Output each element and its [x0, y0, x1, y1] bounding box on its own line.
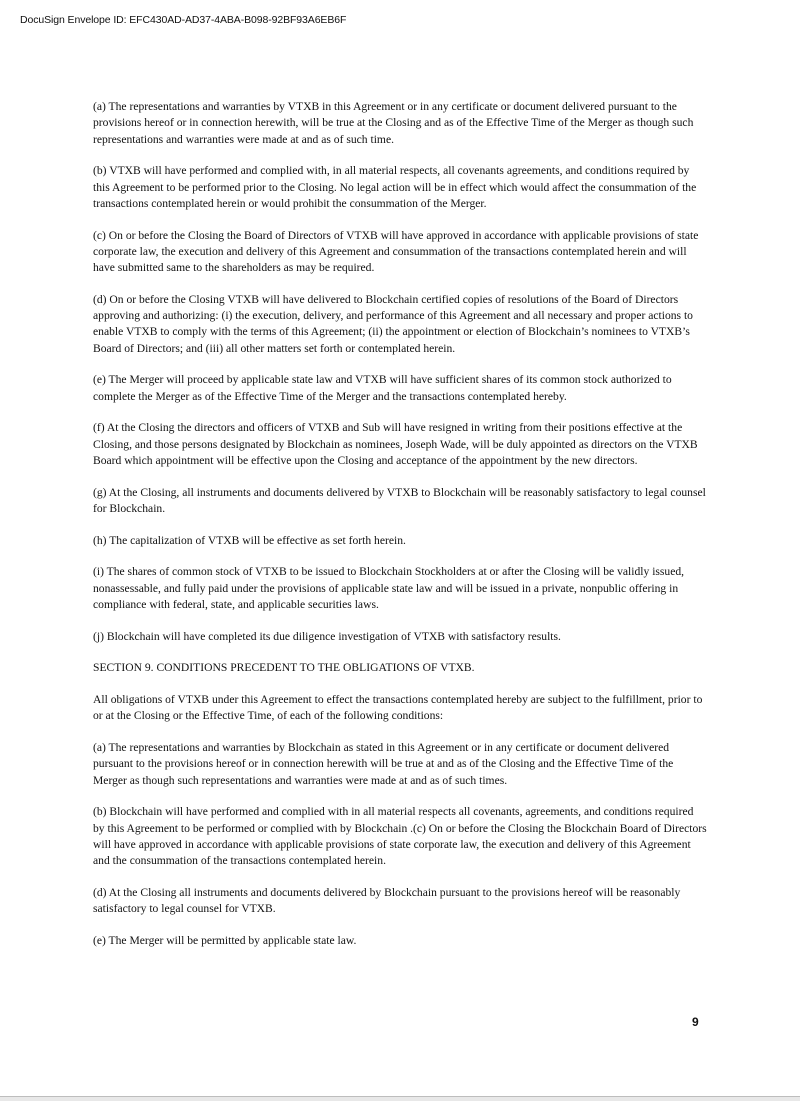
- paragraph-8f-directors-resign: (f) At the Closing the directors and officers of VTXB and Sub will have resigned in writing from their positions effective at the Closing, and those persons designated by Blockchain as nominees, Joseph Wade, will be duly appointed as directors on the VTXB Board which appointment will be effective upon the Closing and acceptance of the appointment by the new directors.: [93, 421, 698, 467]
- paragraph-8b-vtxb-performance: (b) VTXB will have performed and complied with, in all material respects, all covenants agreements, and conditions required by this Agreement to be performed prior to the Closing. No legal action will be in effect which would affect the consummation of the transactions contemplated herein or would prohibit the consummation of the Merger.: [93, 164, 697, 210]
- paragraph-9a-blockchain-representations: (a) The representations and warranties by Blockchain as stated in this Agreement or in any certificate or document delivered pursuant to the provisions hereof or in connection herewith will be true at and as of the Closing and the Effective Time of the Merger as though such representations and warranties were made at and as of such times.: [93, 741, 674, 787]
- paragraph-8e-merger-proceed: (e) The Merger will proceed by applicable state law and VTXB will have sufficient shares of its common stock authorized to complete the Merger as of the Effective Time of the Merger and the transactions contemplated hereby.: [93, 373, 672, 403]
- paragraph-8c-board-approval: (c) On or before the Closing the Board of Directors of VTXB will have approved in accordance with applicable provisions of state corporate law, the execution and delivery of this Agreement and consummation of the transactions contemplated herein and will have submitted same to the shareholders as may be required.: [93, 228, 699, 275]
- paragraph-8i-shares-issued: (i) The shares of common stock of VTXB to be issued to Blockchain Stockholders at or after the Closing will be validly issued, nonassessable, and fully paid under the provisions of applicable state law and will be issued in a private, nonpublic offering in compliance with federal, state, and applicable securities laws.: [93, 565, 685, 611]
- section-9-heading: SECTION 9. CONDITIONS PRECEDENT TO THE OBLIGATIONS OF VTXB.: [93, 661, 475, 675]
- paragraph-9b-blockchain-performance: (b) Blockchain will have performed and complied with in all material respects all covenants, agreements, and conditions required by this Agreement to be performed or complied with by Blockchain .(c) On or before the Closing the Blockchain Board of Directors will have approved in accordance with applicable provisions of state corporate law, the execution and delivery of this Agreement and the consummation of the transactions contemplated herein.: [93, 805, 707, 868]
- paragraph-8h-capitalization: (h) The capitalization of VTXB will be effective as set forth herein.: [93, 533, 406, 547]
- paragraph-8d-certified-resolutions: (d) On or before the Closing VTXB will have delivered to Blockchain certified copies of resolutions of the Board of Directors approving and authorizing: (i) the execution, delivery, and performance of this Agreement and all necessary and proper actions to enable VTXB to comply with the terms of this Agreement; (ii) the appointment or election of Blockchain’s nominees to VTXB’s Board of Directors; and (iii) all other matters set forth or contemplated herein.: [93, 292, 693, 355]
- document-body: [93, 99, 707, 965]
- page-bottom-edge: [0, 1096, 800, 1101]
- paragraph-9e-merger-permitted: (e) The Merger will be permitted by applicable state law.: [93, 933, 357, 947]
- paragraph-9d-instruments-satisfactory: (d) At the Closing all instruments and documents delivered by Blockchain pursuant to the provisions hereof will be reasonably satisfactory to legal counsel for VTXB.: [93, 885, 681, 916]
- section-9-intro: All obligations of VTXB under this Agreement to effect the transactions contemplated hereby are subject to the fulfillment, prior to or at the Closing or the Effective Time, of each of the following conditions:: [93, 693, 703, 723]
- page-number: 9: [692, 1015, 699, 1029]
- paragraph-8a-vtxb-representations: (a) The representations and warranties by VTXB in this Agreement or in any certificate or document delivered pursuant to the provisions hereof or in connection herewith, will be true at the Closing and as of the Effective Time of the Merger as though such representations and warranties were made at and as of such time.: [93, 100, 694, 146]
- docusign-envelope-id: DocuSign Envelope ID: EFC430AD-AD37-4ABA-B098-92BF93A6EB6F: [20, 14, 347, 26]
- paragraph-8j-due-diligence: (j) Blockchain will have completed its due diligence investigation of VTXB with satisfactory results.: [93, 629, 561, 643]
- paragraph-8g-instruments-satisfactory: (g) At the Closing, all instruments and documents delivered by VTXB to Blockchain will be reasonably satisfactory to legal counsel for Blockchain.: [93, 485, 706, 515]
